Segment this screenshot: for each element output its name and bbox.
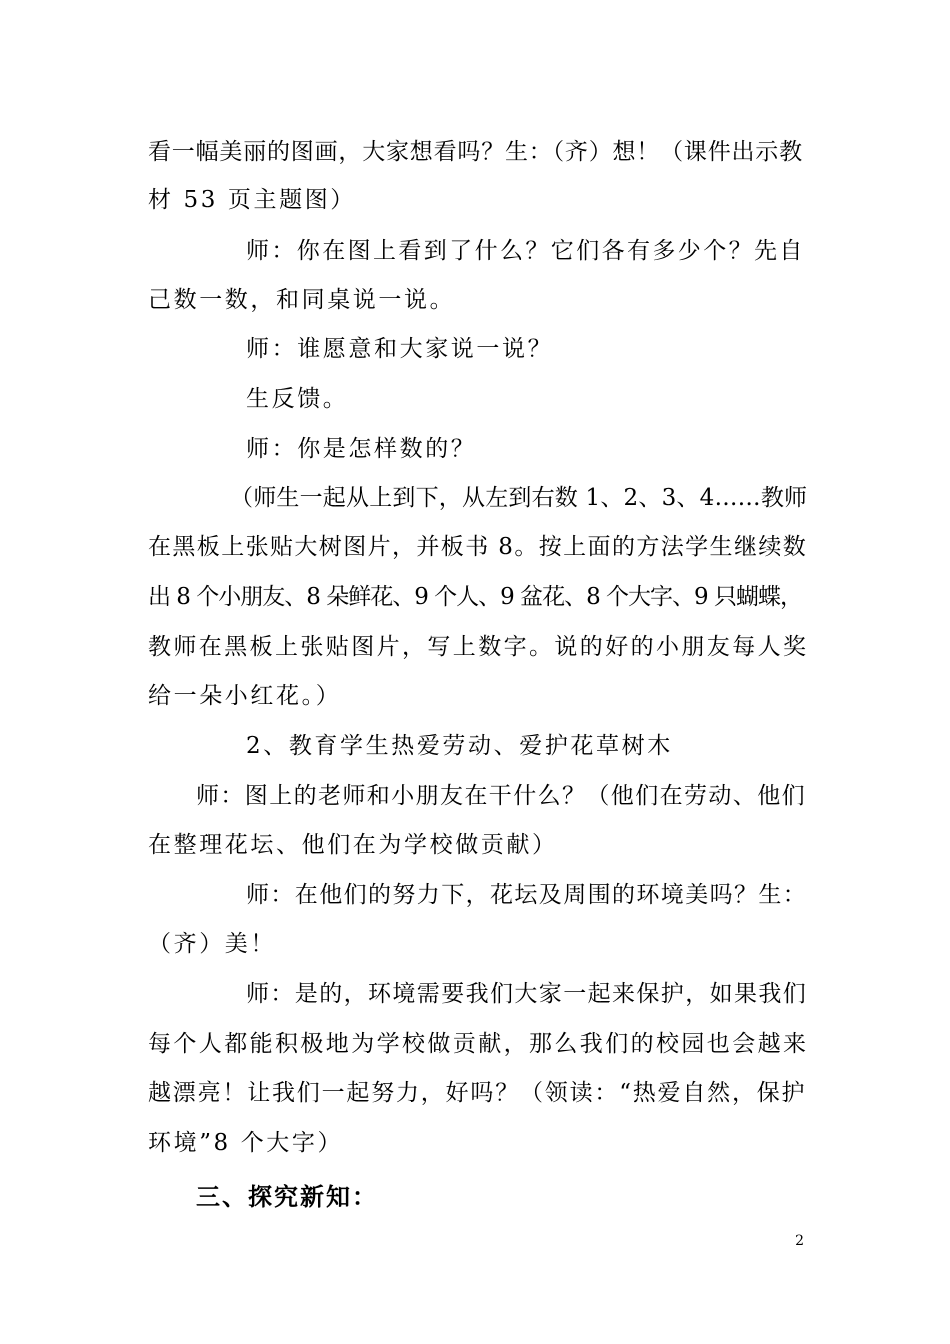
text-line: 出 8 个小朋友、8 朵鲜花、9 个人、9 盆花、8 个大字、9 只蝴蝶，	[148, 584, 802, 610]
text-line: 师：你是怎样数的？	[246, 436, 477, 462]
section-heading: 三、探究新知：	[196, 1182, 378, 1211]
text-line: 材 53 页主题图）	[148, 187, 356, 213]
text-line: 每个人都能积极地为学校做贡献，那么我们的校园也会越来	[148, 1031, 809, 1057]
text-line: 生反馈。	[246, 386, 349, 412]
text-line: 师：图上的老师和小朋友在干什么？（他们在劳动、他们	[196, 783, 806, 809]
text-line: （师生一起从上到下，从左到右数 1、2、3、4……教师	[230, 485, 808, 511]
page-number: 2	[795, 1233, 804, 1249]
text-line: 师：是的，环境需要我们大家一起来保护，如果我们	[246, 981, 808, 1007]
text-line: 己数一数，和同桌说一说。	[148, 287, 456, 313]
text-line: 师：谁愿意和大家说一说？	[246, 336, 554, 362]
text-line: 在整理花坛、他们在为学校做贡献）	[148, 832, 558, 858]
text-line: （齐）美！	[148, 931, 276, 957]
text-line: 师：你在图上看到了什么？它们各有多少个？先自	[246, 238, 805, 264]
text-line: 看一幅美丽的图画，大家想看吗？生：（齐）想！（课件出示教	[148, 139, 803, 165]
text-line: 环境”8 个大字）	[148, 1130, 344, 1156]
sub-heading: 2、教育学生热爱劳动、爱护花草树木	[246, 733, 673, 759]
text-line: 师：在他们的努力下，花坛及周围的环境美吗？生：	[246, 882, 808, 908]
text-line: 在黑板上张贴大树图片，并板书 8。按上面的方法学生继续数	[148, 534, 808, 560]
text-line: 教师在黑板上张贴图片，写上数字。说的好的小朋友每人奖	[148, 634, 809, 660]
text-line: 越漂亮！让我们一起努力，好吗？（领读：“热爱自然，保护	[148, 1080, 807, 1106]
text-line: 给一朵小红花。）	[148, 683, 342, 709]
